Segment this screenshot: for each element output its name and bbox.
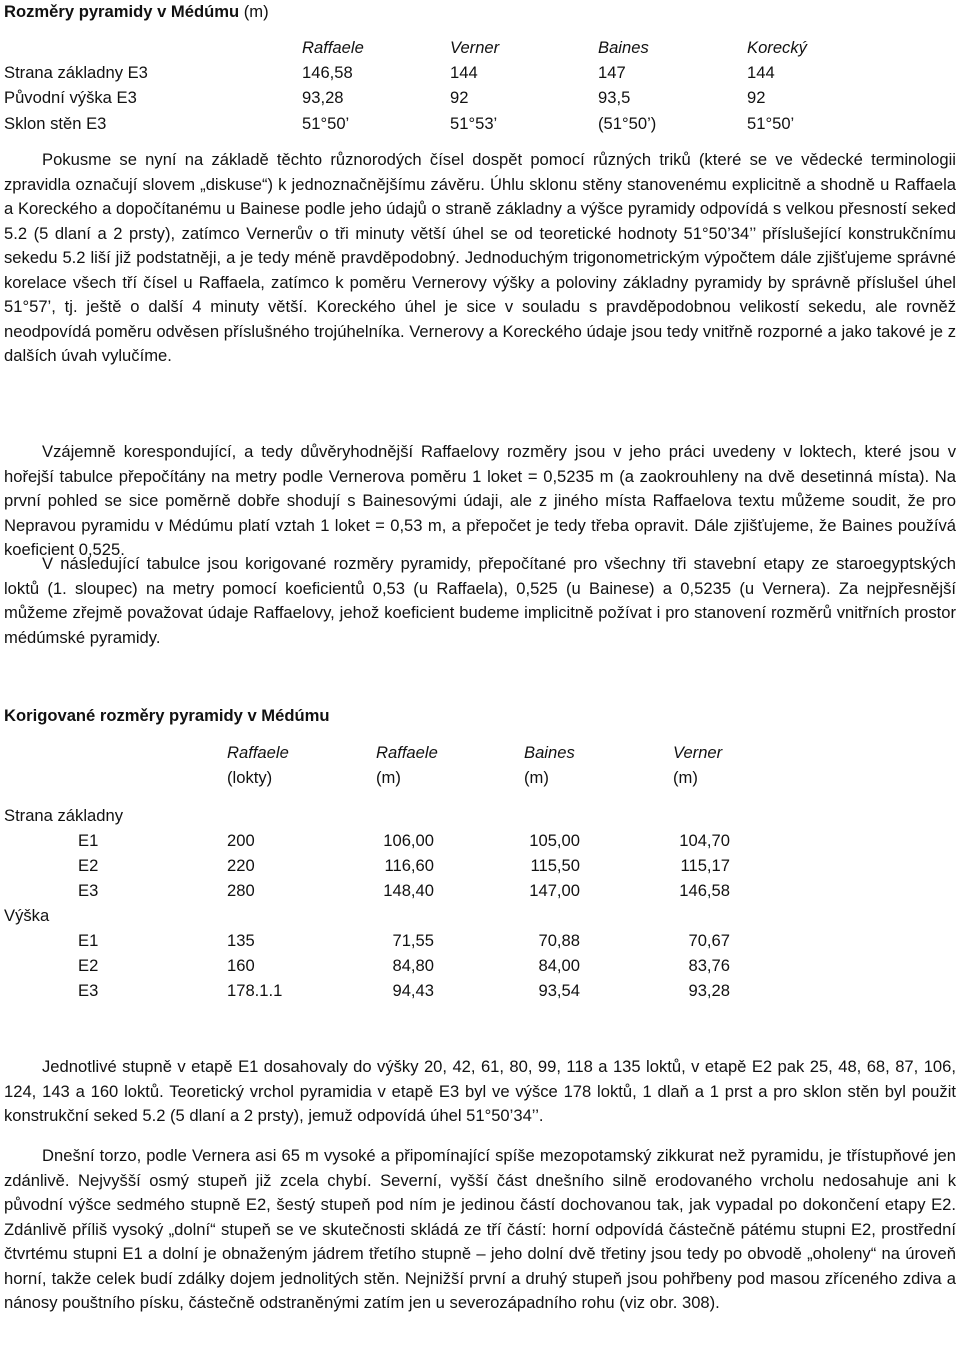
body-paragraph [4,1144,956,1316]
table1-cell: 51°50’ [747,114,795,133]
table2-cell: 106,00 [383,831,434,850]
table1-cell: 144 [747,63,775,82]
table2-col-header: Raffaele [376,743,438,762]
table1-title: Rozměry pyramidy v Médúmu [4,2,240,21]
table2-cell: 70,88 [538,931,580,950]
table2-cell: 200 [227,831,255,850]
table2-stage: E1 [78,831,99,850]
table2-stage: E3 [78,981,99,1000]
table2-cell: 83,76 [688,956,730,975]
table2-stage: E2 [78,856,99,875]
table2-col-header: Verner [673,743,723,762]
table1-col-header: Korecký [747,38,807,57]
table2-cell: 148,40 [383,881,434,900]
table2-cell: 115,17 [680,856,730,875]
table2-cell: 104,70 [679,831,730,850]
table2-cell: 93,28 [688,981,730,1000]
paragraph-text: V následující tabulce jsou korigované rozměry pyramidy, přepočítané pro všechny tři stavební etapy ze staroegyptských loktů (1. sloupec) na metry pomocí koeficientů 0,53 (u Raffaela), 0,525 (u Bainese) a 0,5235 (u Vernera). Za nejpřesnější můžeme zřejmě považovat údaje Raffaelovy, jehož koeficient budeme implicitně požívat i pro stanovení rozměrů vnitřních prostor médúmské pyramidy. [4,554,956,647]
table2-cell: 280 [227,881,255,900]
table2-stage: E3 [78,881,99,900]
paragraph-text: Vzájemně korespondující, a tedy důvěryhodnější Raffaelovy rozměry jsou v jeho práci uvedeny v loktech, které jsou v hořejší tabulce přepočítány na metry podle Vernerova poměru 1 loket = 0,5235 m (a zaokrouhleny na dvě desetinná místa). Na první pohled se sice poměrně dobře shodují s Bainesovými údaji, ale z jiného místa Raffaelova textu můžeme soudit, že pro Nepravou pyramidu v Médúmu platí vztah 1 loket = 0,53 m, a přepočet je tedy třeba opravit. Dále zjišťujeme, že Baines používá koeficient 0,525. [4,442,956,559]
table1-cell: 146,58 [302,63,353,82]
table2-cell: 70,67 [688,931,730,950]
table2-group-label: Výška [4,906,50,925]
table2-group-label: Strana základny [4,806,123,825]
table1-row-label: Sklon stěn E3 [4,114,107,133]
table2-cell: 135 [227,931,255,950]
table2-stage: E2 [78,956,99,975]
table1-cell: (51°50’) [598,114,657,133]
table1-cell: 144 [450,63,478,82]
table1-cell: 147 [598,63,626,82]
table2-cell: 71,55 [392,931,434,950]
table2-cell: 94,43 [392,981,434,1000]
table2-col-header: Raffaele [227,743,289,762]
table2-cell: 146,58 [679,881,730,900]
paragraph-text: Jednotlivé stupně v etapě E1 dosahovaly do výšky 20, 42, 61, 80, 99, 118 a 135 loktů, v etapě E2 pak 25, 48, 68, 87, 106, 124, 143 a 160 loktů. Teoretický vrchol pyramidia v etapě E3 byl ve výšce 178 loktů, 1 dlaň a 1 prst a pro sklon stěn byl použit konstrukční seked 5.2 (5 dlaní a 2 prsty), jemuž odpovídá úhel 51°50’34’’. [4,1057,956,1125]
body-paragraph [4,552,956,650]
table1-cell: 93,28 [302,88,344,107]
table2-stage: E1 [78,931,99,950]
table2-col-unit: (lokty) [227,768,273,787]
table1-cell: 92 [747,88,766,107]
table1-cell: 92 [450,88,469,107]
table2-col-unit: (m) [524,768,549,787]
table2-cell: 84,80 [392,956,434,975]
table2-cell: 220 [227,856,255,875]
table2-cell: 105,00 [529,831,580,850]
table1-col-header: Raffaele [302,38,364,57]
table1-cell: 93,5 [598,88,631,107]
body-paragraph [4,440,956,563]
table2-cell: 93,54 [538,981,580,1000]
table2-title: Korigované rozměry pyramidy v Médúmu [4,706,330,725]
section-title [4,2,269,22]
table2-col-header: Baines [524,743,575,762]
table2-cell: 147,00 [529,881,580,900]
table2-cell: 84,00 [538,956,580,975]
table2-cell: 115,50 [530,856,580,875]
table1-col-header: Baines [598,38,649,57]
table2-col-unit: (m) [376,768,401,787]
table1-row-label: Původní výška E3 [4,88,137,107]
table2-col-unit: (m) [673,768,698,787]
table1-cell: 51°53’ [450,114,498,133]
table1-cell: 51°50’ [302,114,350,133]
table1-row-label: Strana základny E3 [4,63,148,82]
table2-cell: 178.1.1 [227,981,283,1000]
table2-cell: 160 [227,956,255,975]
paragraph-text: Dnešní torzo, podle Vernera asi 65 m vysoké a připomínající spíše mezopotamský zikkurat než pyramidu, je třístupňové jen zdánlivě. Nejvyšší osmý stupeň již zcela chybí. Severní, vyšší část dnešního silně erodovaného vrcholu nedosahuje ani k původní výšce sedmého stupně E2, šestý stupeň pod ním je jedinou částí dochovanou tak, jak vypadal po dokončení etapy E2. Zdánlivě příliš vysoký „dolní“ stupeň se ve skutečnosti skládá ze tří částí: horní odpovídá částečně pátému stupni E2, prostřední čtvrtému stupni E1 a dolní je obnaženým jádrem třetího stupně – jeho dolní dvě třetiny jsou tedy po obvodě „oholeny“ na úroveň horní, takže celek budí zdálky dojem jednolitých stěn. Nejnižší první a druhý stupeň jsou pohřbeny pod masou zříceného zdiva a nánosy pouštního písku, částečně odstraněnými zatím jen u severozápadního rohu (viz obr. 308). [4,1146,956,1312]
body-paragraph [4,1055,956,1129]
paragraph-text: Pokusme se nyní na základě těchto různorodých čísel dospět pomocí různých triků (které se ve vědecké terminologii zpravidla označují slovem „diskuse“) k jednoznačnějšímu závěru. Úhlu sklonu stěny stanovenému explicitně a shodně u Raffaela a Koreckého a dopočítanému u Bainese podle jeho údajů o straně základny a výšce pyramidy odpovídá s velkou přesností seked 5.2 (5 dlaní a 2 prsty), zatímco Vernerův o tři minuty větší úhel se od teoretické hodnoty 51°50’34’’ příslušející konstrukčnímu sekedu 5.2 liší již podstatněji, a je tedy méně pravděpodobný. Jednoduchým trigonometrickým výpočtem dále zjišťujeme správné korelace všech tří čísel u Raffaela, zatímco k poměru Vernerovy výšky a poloviny základny pyramidy by správně příslušel úhel 51°57’, tj. ještě o další 4 minuty větší. Koreckého úhel je sice v souladu s pravděpodobnou velikostí sekedu, ale rovněž neodpovídá poměru odvěsen příslušného trojúhelníka. Vernerovy a Koreckého údaje jsou tedy vnitřně rozporné a jako takové je z dalších úvah vylučíme. [4,150,956,365]
table1-unit: (m) [243,2,269,21]
body-paragraph [4,148,956,369]
table2-cell: 116,60 [384,856,434,875]
table1-col-header: Verner [450,38,500,57]
